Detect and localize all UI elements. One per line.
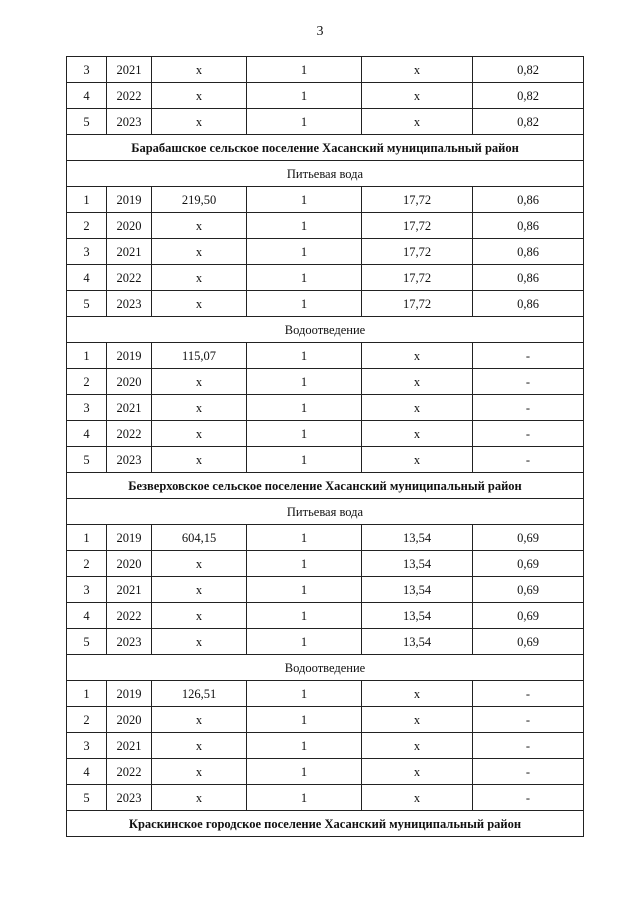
row-number-cell: 4 xyxy=(67,83,107,109)
index-cell: 0,69 xyxy=(473,603,584,629)
coefficient-cell: 1 xyxy=(247,187,362,213)
volume-cell: 126,51 xyxy=(152,681,247,707)
table-row xyxy=(67,629,584,655)
value-cell: х xyxy=(362,421,473,447)
table-row xyxy=(67,395,584,421)
index-cell: 0,82 xyxy=(473,57,584,83)
subsection-row xyxy=(67,655,584,681)
tariff-table xyxy=(66,56,584,837)
value-cell: 13,54 xyxy=(362,525,473,551)
table-row xyxy=(67,187,584,213)
index-cell: - xyxy=(473,733,584,759)
volume-cell: х xyxy=(152,447,247,473)
section-row xyxy=(67,473,584,499)
year-cell: 2022 xyxy=(107,83,152,109)
year-cell: 2019 xyxy=(107,343,152,369)
index-cell: 0,82 xyxy=(473,109,584,135)
volume-cell: х xyxy=(152,291,247,317)
table-row xyxy=(67,785,584,811)
coefficient-cell: 1 xyxy=(247,707,362,733)
subsection-row xyxy=(67,317,584,343)
table-row xyxy=(67,265,584,291)
volume-cell: х xyxy=(152,265,247,291)
index-cell: - xyxy=(473,759,584,785)
year-cell: 2023 xyxy=(107,109,152,135)
volume-cell: х xyxy=(152,421,247,447)
table-row xyxy=(67,707,584,733)
row-number-cell: 4 xyxy=(67,759,107,785)
value-cell: 13,54 xyxy=(362,603,473,629)
volume-cell: х xyxy=(152,759,247,785)
table-row xyxy=(67,109,584,135)
value-cell: х xyxy=(362,733,473,759)
table-row xyxy=(67,343,584,369)
index-cell: - xyxy=(473,343,584,369)
coefficient-cell: 1 xyxy=(247,369,362,395)
index-cell: 0,69 xyxy=(473,551,584,577)
subsection-title: Водоотведение xyxy=(67,655,584,681)
index-cell: - xyxy=(473,707,584,733)
row-number-cell: 3 xyxy=(67,733,107,759)
coefficient-cell: 1 xyxy=(247,265,362,291)
volume-cell: х xyxy=(152,733,247,759)
value-cell: 13,54 xyxy=(362,577,473,603)
coefficient-cell: 1 xyxy=(247,291,362,317)
row-number-cell: 4 xyxy=(67,265,107,291)
year-cell: 2021 xyxy=(107,733,152,759)
coefficient-cell: 1 xyxy=(247,629,362,655)
value-cell: х xyxy=(362,109,473,135)
value-cell: х xyxy=(362,759,473,785)
row-number-cell: 2 xyxy=(67,707,107,733)
volume-cell: х xyxy=(152,109,247,135)
subsection-title: Питьевая вода xyxy=(67,499,584,525)
year-cell: 2021 xyxy=(107,57,152,83)
row-number-cell: 3 xyxy=(67,395,107,421)
coefficient-cell: 1 xyxy=(247,759,362,785)
index-cell: - xyxy=(473,681,584,707)
page-number: 3 xyxy=(316,24,324,39)
table-row xyxy=(67,525,584,551)
table-row xyxy=(67,733,584,759)
row-number-cell: 5 xyxy=(67,291,107,317)
volume-cell: х xyxy=(152,603,247,629)
row-number-cell: 2 xyxy=(67,369,107,395)
volume-cell: 219,50 xyxy=(152,187,247,213)
year-cell: 2021 xyxy=(107,577,152,603)
table-row xyxy=(67,447,584,473)
table-row xyxy=(67,681,584,707)
row-number-cell: 4 xyxy=(67,421,107,447)
value-cell: 17,72 xyxy=(362,239,473,265)
year-cell: 2020 xyxy=(107,213,152,239)
year-cell: 2021 xyxy=(107,239,152,265)
row-number-cell: 3 xyxy=(67,239,107,265)
index-cell: 0,86 xyxy=(473,239,584,265)
coefficient-cell: 1 xyxy=(247,239,362,265)
volume-cell: х xyxy=(152,369,247,395)
coefficient-cell: 1 xyxy=(247,109,362,135)
row-number-cell: 1 xyxy=(67,681,107,707)
table-row xyxy=(67,213,584,239)
year-cell: 2020 xyxy=(107,707,152,733)
section-title: Краскинское городское поселение Хасанский муниципальный район xyxy=(67,811,584,837)
row-number-cell: 2 xyxy=(67,551,107,577)
volume-cell: х xyxy=(152,785,247,811)
index-cell: 0,82 xyxy=(473,83,584,109)
value-cell: х xyxy=(362,785,473,811)
year-cell: 2019 xyxy=(107,525,152,551)
table-row xyxy=(67,551,584,577)
table-row xyxy=(67,577,584,603)
index-cell: 0,86 xyxy=(473,291,584,317)
year-cell: 2019 xyxy=(107,681,152,707)
year-cell: 2022 xyxy=(107,759,152,785)
row-number-cell: 1 xyxy=(67,525,107,551)
volume-cell: х xyxy=(152,707,247,733)
coefficient-cell: 1 xyxy=(247,57,362,83)
year-cell: 2019 xyxy=(107,187,152,213)
index-cell: - xyxy=(473,447,584,473)
volume-cell: 115,07 xyxy=(152,343,247,369)
table-body xyxy=(67,57,584,837)
coefficient-cell: 1 xyxy=(247,447,362,473)
section-row xyxy=(67,811,584,837)
value-cell: х xyxy=(362,369,473,395)
coefficient-cell: 1 xyxy=(247,421,362,447)
section-row xyxy=(67,135,584,161)
value-cell: х xyxy=(362,447,473,473)
row-number-cell: 1 xyxy=(67,343,107,369)
volume-cell: х xyxy=(152,83,247,109)
subsection-row xyxy=(67,499,584,525)
value-cell: 17,72 xyxy=(362,187,473,213)
value-cell: х xyxy=(362,343,473,369)
value-cell: 13,54 xyxy=(362,629,473,655)
year-cell: 2023 xyxy=(107,629,152,655)
table-row xyxy=(67,759,584,785)
table-row xyxy=(67,83,584,109)
year-cell: 2022 xyxy=(107,421,152,447)
coefficient-cell: 1 xyxy=(247,551,362,577)
value-cell: 17,72 xyxy=(362,291,473,317)
coefficient-cell: 1 xyxy=(247,343,362,369)
row-number-cell: 5 xyxy=(67,447,107,473)
year-cell: 2022 xyxy=(107,265,152,291)
value-cell: х xyxy=(362,681,473,707)
year-cell: 2023 xyxy=(107,785,152,811)
index-cell: 0,69 xyxy=(473,577,584,603)
row-number-cell: 5 xyxy=(67,109,107,135)
coefficient-cell: 1 xyxy=(247,525,362,551)
volume-cell: х xyxy=(152,577,247,603)
coefficient-cell: 1 xyxy=(247,577,362,603)
section-title: Барабашское сельское поселение Хасанский муниципальный район xyxy=(67,135,584,161)
table-row xyxy=(67,57,584,83)
value-cell: 17,72 xyxy=(362,265,473,291)
index-cell: - xyxy=(473,785,584,811)
coefficient-cell: 1 xyxy=(247,681,362,707)
value-cell: 13,54 xyxy=(362,551,473,577)
coefficient-cell: 1 xyxy=(247,213,362,239)
table-row xyxy=(67,603,584,629)
volume-cell: х xyxy=(152,213,247,239)
index-cell: 0,69 xyxy=(473,629,584,655)
volume-cell: х xyxy=(152,551,247,577)
subsection-title: Водоотведение xyxy=(67,317,584,343)
table-row xyxy=(67,369,584,395)
value-cell: х xyxy=(362,707,473,733)
index-cell: 0,86 xyxy=(473,213,584,239)
volume-cell: х xyxy=(152,395,247,421)
year-cell: 2020 xyxy=(107,369,152,395)
year-cell: 2020 xyxy=(107,551,152,577)
year-cell: 2023 xyxy=(107,291,152,317)
table-row xyxy=(67,239,584,265)
coefficient-cell: 1 xyxy=(247,785,362,811)
index-cell: - xyxy=(473,421,584,447)
value-cell: х xyxy=(362,395,473,421)
value-cell: х xyxy=(362,83,473,109)
row-number-cell: 5 xyxy=(67,629,107,655)
year-cell: 2023 xyxy=(107,447,152,473)
volume-cell: 604,15 xyxy=(152,525,247,551)
row-number-cell: 1 xyxy=(67,187,107,213)
subsection-row xyxy=(67,161,584,187)
index-cell: 0,86 xyxy=(473,265,584,291)
volume-cell: х xyxy=(152,629,247,655)
coefficient-cell: 1 xyxy=(247,603,362,629)
row-number-cell: 5 xyxy=(67,785,107,811)
subsection-title: Питьевая вода xyxy=(67,161,584,187)
index-cell: - xyxy=(473,369,584,395)
volume-cell: х xyxy=(152,57,247,83)
row-number-cell: 2 xyxy=(67,213,107,239)
row-number-cell: 4 xyxy=(67,603,107,629)
index-cell: 0,69 xyxy=(473,525,584,551)
value-cell: х xyxy=(362,57,473,83)
row-number-cell: 3 xyxy=(67,577,107,603)
value-cell: 17,72 xyxy=(362,213,473,239)
volume-cell: х xyxy=(152,239,247,265)
year-cell: 2021 xyxy=(107,395,152,421)
coefficient-cell: 1 xyxy=(247,395,362,421)
table-row xyxy=(67,291,584,317)
coefficient-cell: 1 xyxy=(247,733,362,759)
year-cell: 2022 xyxy=(107,603,152,629)
row-number-cell: 3 xyxy=(67,57,107,83)
table-row xyxy=(67,421,584,447)
coefficient-cell: 1 xyxy=(247,83,362,109)
index-cell: 0,86 xyxy=(473,187,584,213)
index-cell: - xyxy=(473,395,584,421)
section-title: Безверховское сельское поселение Хасанский муниципальный район xyxy=(67,473,584,499)
